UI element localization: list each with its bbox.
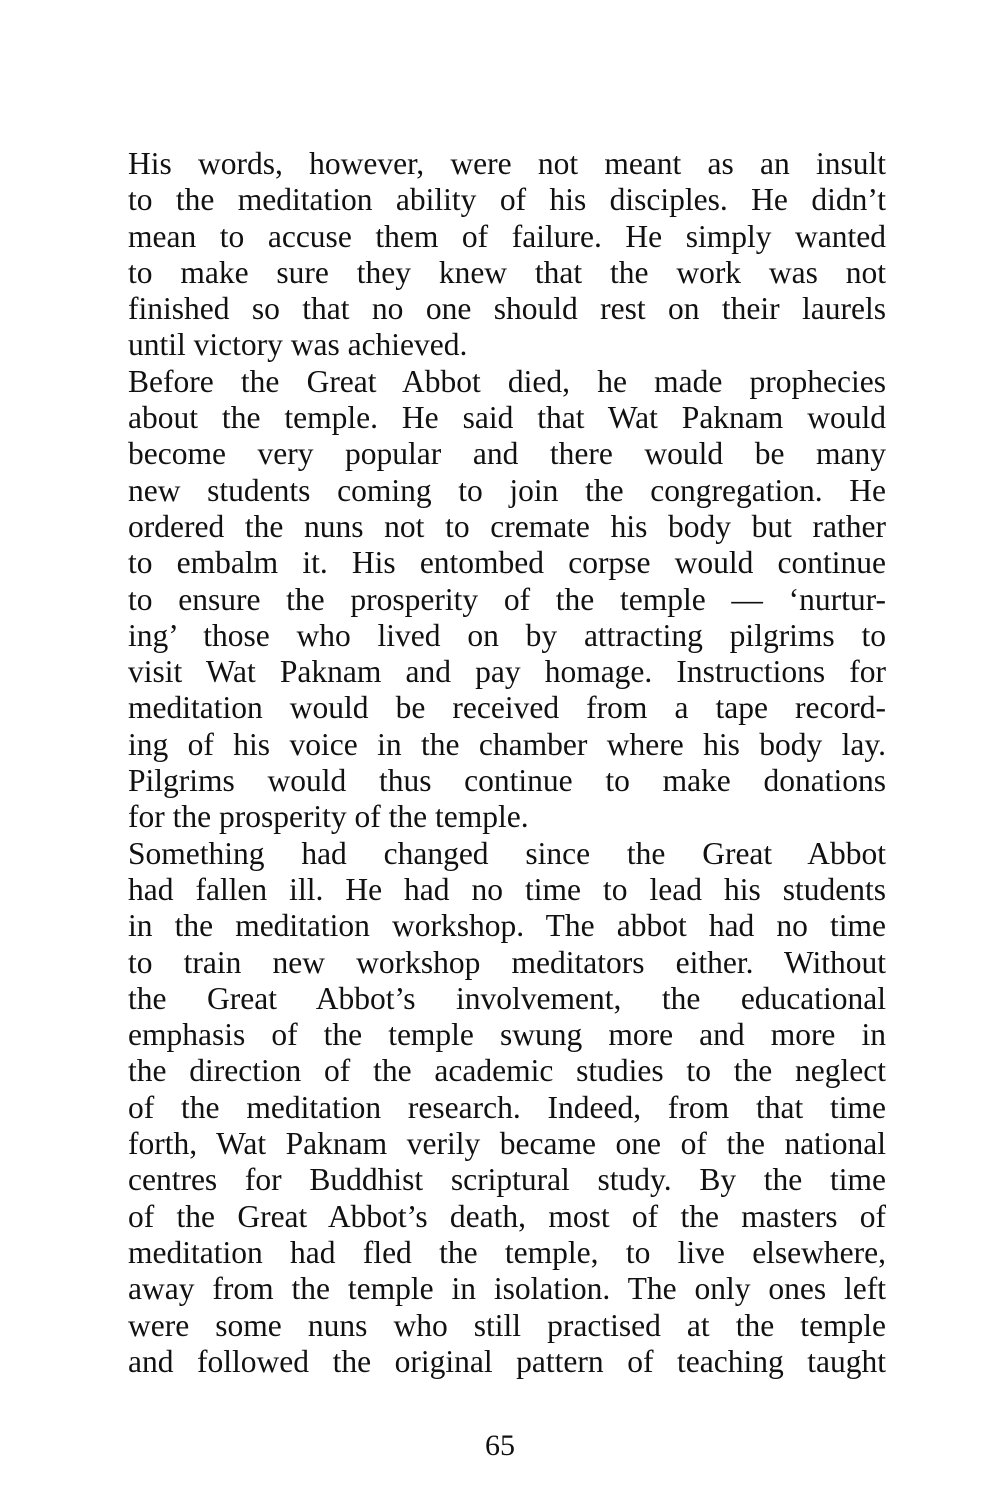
text-line: had fallen ill. He had no time to lead his students xyxy=(128,871,886,907)
text-line: to the meditation ability of his disciples. He didn’t xyxy=(128,182,886,218)
text-line: emphasis of the temple swung more and more in xyxy=(128,1017,886,1053)
text-line: for the prosperity of the temple. xyxy=(128,799,529,835)
text-line: Pilgrims would thus continue to make donations xyxy=(128,763,886,799)
text-line: until victory was achieved. xyxy=(128,327,468,363)
body-text xyxy=(128,146,886,1380)
page-number: 65 xyxy=(485,1429,515,1462)
text-line: Something had changed since the Great Abbot xyxy=(128,835,886,871)
text-line: were some nuns who still practised at the temple xyxy=(128,1307,886,1343)
paragraph xyxy=(128,146,886,364)
text-line: finished so that no one should rest on their laurels xyxy=(128,291,886,327)
text-line: of the Great Abbot’s death, most of the masters of xyxy=(128,1198,886,1234)
text-line: meditation would be received from a tape record- xyxy=(128,690,886,726)
text-line: of the meditation research. Indeed, from that time xyxy=(128,1089,886,1125)
text-line: the direction of the academic studies to the neglect xyxy=(128,1053,886,1089)
text-line: His words, however, were not meant as an insult xyxy=(128,146,886,181)
text-line: new students coming to join the congregation. He xyxy=(128,472,886,508)
text-line: about the temple. He said that Wat Paknam would xyxy=(128,400,886,436)
text-line: to train new workshop meditators either. Without xyxy=(128,944,886,980)
text-line: Before the Great Abbot died, he made prophecies xyxy=(128,363,886,399)
text-line: to make sure they knew that the work was not xyxy=(128,254,886,290)
text-line: to ensure the prosperity of the temple — ‘nurtur- xyxy=(128,581,886,617)
text-line: visit Wat Paknam and pay homage. Instructions for xyxy=(128,654,886,690)
text-line: ing of his voice in the chamber where his body lay. xyxy=(128,726,886,762)
paragraph xyxy=(128,364,886,836)
text-line: centres for Buddhist scriptural study. By the time xyxy=(128,1162,886,1198)
text-line: away from the temple in isolation. The only ones left xyxy=(128,1271,886,1307)
paragraph xyxy=(128,836,886,1380)
text-line: in the meditation workshop. The abbot had no time xyxy=(128,908,886,944)
text-line: become very popular and there would be many xyxy=(128,436,886,472)
text-line: to embalm it. His entombed corpse would continue xyxy=(128,545,886,581)
text-line: the Great Abbot’s involvement, the educational xyxy=(128,980,886,1016)
text-line: ing’ those who lived on by attracting pilgrims to xyxy=(128,617,886,653)
text-line: and followed the original pattern of teaching taught xyxy=(128,1343,886,1379)
text-line: meditation had fled the temple, to live elsewhere, xyxy=(128,1234,886,1270)
text-line: mean to accuse them of failure. He simply wanted xyxy=(128,218,886,254)
text-line: forth, Wat Paknam verily became one of the national xyxy=(128,1126,886,1162)
text-line: ordered the nuns not to cremate his body but rather xyxy=(128,508,886,544)
